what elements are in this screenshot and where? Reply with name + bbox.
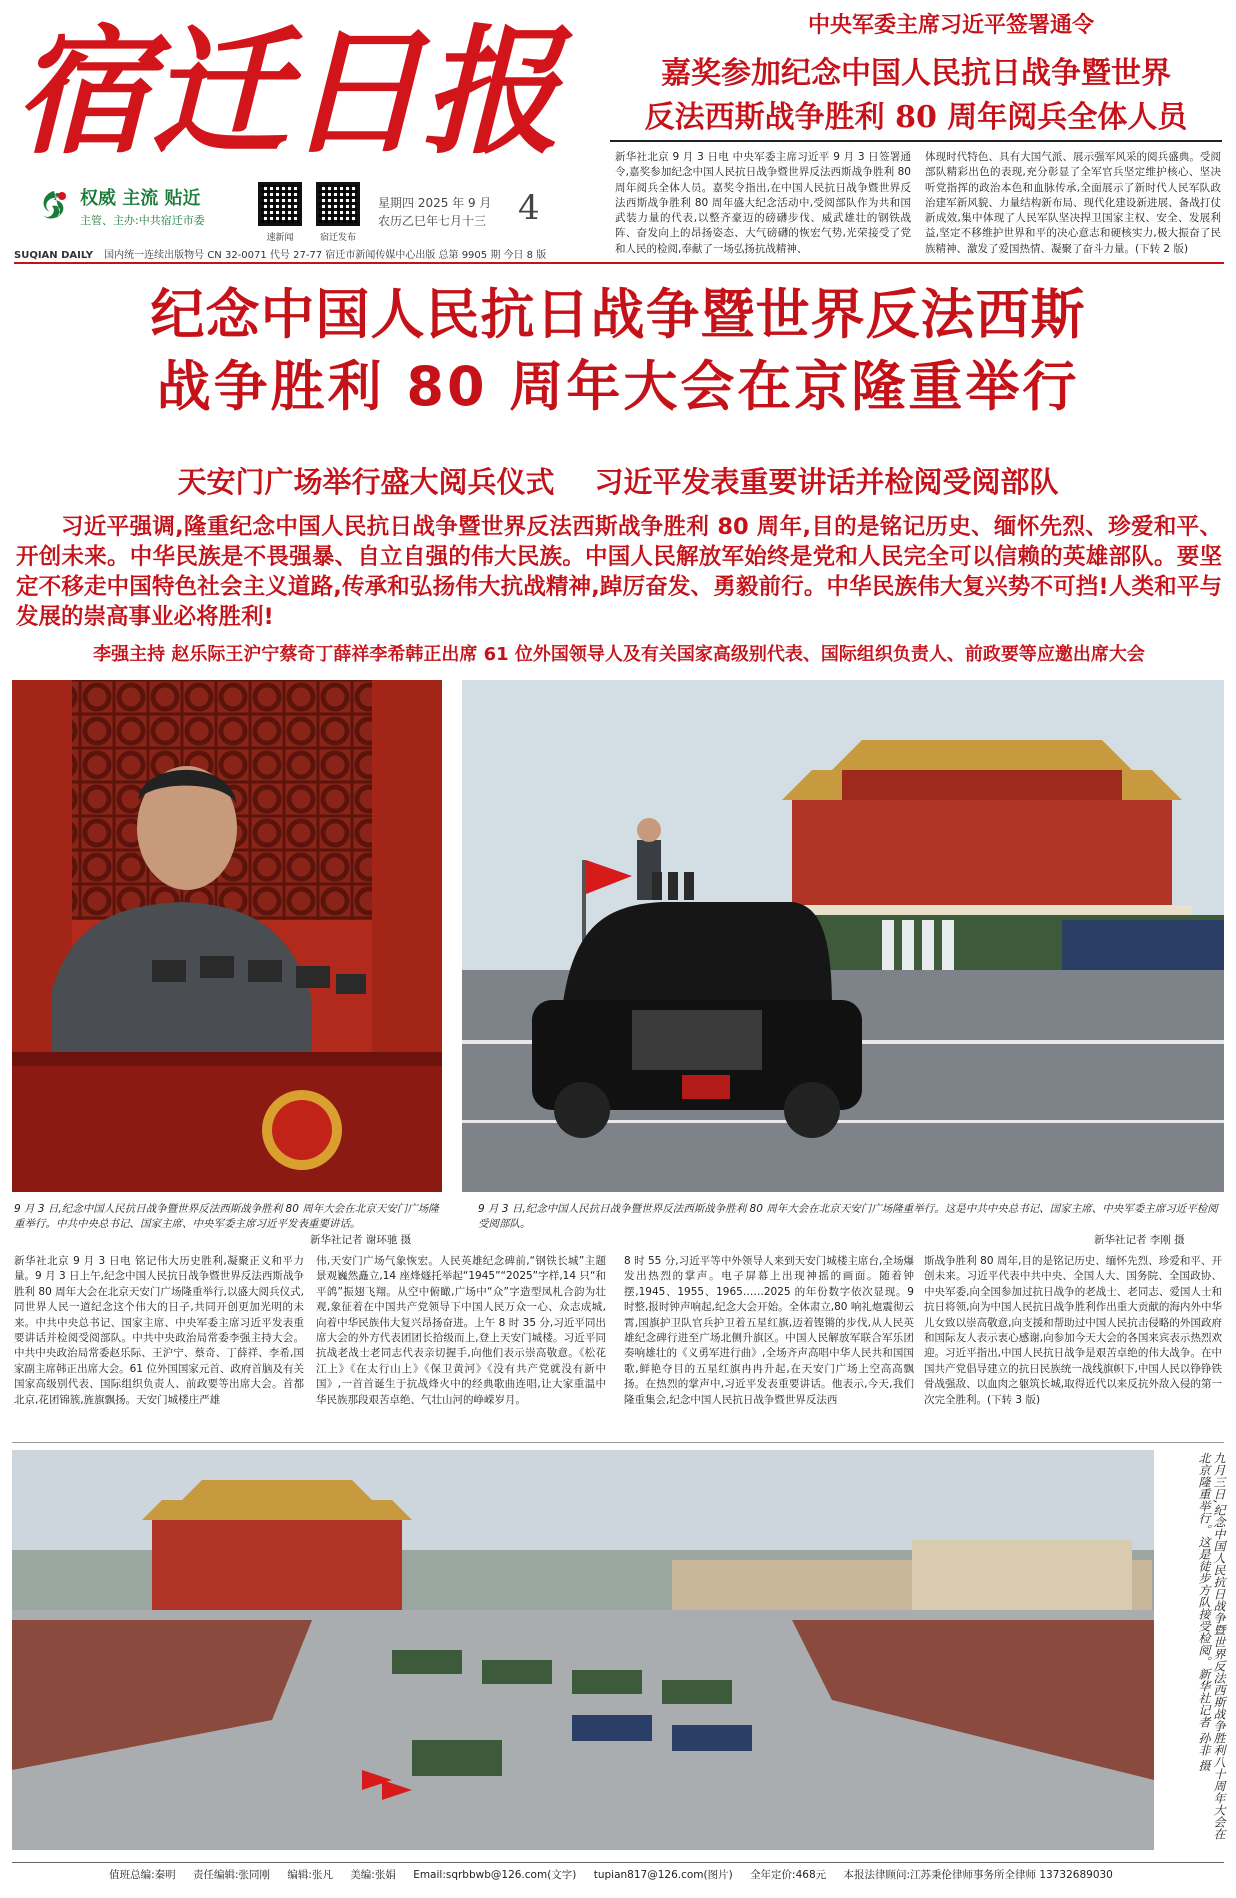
slogan-block: [36, 182, 246, 234]
footer-item: 全年定价:468元: [750, 1869, 827, 1881]
publication-info: 国内统一连续出版物号 CN 32-0071 代号 27-77 宿迁市新闻传媒中心出版 总第 9905 期 今日 8 版: [104, 250, 547, 261]
page-number: 4: [518, 188, 540, 228]
footer-item: Email:sqrbbwb@126.com(文字): [413, 1869, 577, 1881]
footer-item: 本报法律顾问:江苏秉伦律师事务所全律师 13732689030: [843, 1869, 1113, 1881]
photo-caption-vertical: 九月三日,纪念中国人民抗日战争暨世界反法西斯战争胜利八十周年大会在北京隆重举行。这是徒步方队接受检阅。新华社记者 孙非 摄: [1197, 1452, 1226, 1840]
photo-parade-square: [12, 1450, 1154, 1850]
parade-photo-illustration: [12, 1450, 1154, 1850]
footer-item: tupian817@126.com(图片): [593, 1869, 733, 1881]
article-body: 新华社北京 9 月 3 日电 铭记伟大历史胜利,凝聚正义和平力量。9 月 3 日上午,纪念中国人民抗日战争暨世界反法西斯战争胜利 80 周年大会在北京天安门广场隆重举行,以盛大阅兵仪式,同世界人民一道纪念这个伟大的日子,共同开创更加光明的未来。中共中央总书记、国家主席、中央军委主席习近平发表重要讲话并检阅受阅部队。中共中央政治局常委李强主持大会。中共中央政治局常委赵乐际、王沪宁、蔡奇、丁薛祥、李希,国家副主席韩正出席大会。61 位外国国家元首、政府首脑及有关国家高级别代表、国际组织负责人、前政要等出席大会。首都北京,花团锦簇,旌旗飘扬。天安门城楼庄严雄: [14, 1255, 304, 1406]
speaker-photo-illustration: [12, 680, 442, 1192]
footer-item: 编辑:张凡: [287, 1869, 333, 1881]
qr-code-icon: [258, 182, 302, 226]
divider: [12, 1442, 1224, 1443]
qr-caption: 速新闻: [266, 233, 294, 243]
article-body: 伟,天安门广场气象恢宏。人民英雄纪念碑前,“钢铁长城”主题景观巍然矗立,14 座烽燧托举起“1945”“2025”字样,14 只“和平鸽”振翅飞翔。从空中俯瞰,广场中“众”字造型凤札合韵为壮观,象征着在中国共产党领导下中国人民万众一心、众志成城,向着中华民族伟大复兴昂扬奋进。上午 8 时 35 分,习近平同出席大会的外方代表团团长拾级而上,登上天安门城楼。习近平同抗战老战士老同志代表亲切握手,向他们表示崇高敬意。《松花江上》《在太行山上》《保卫黄河》《没有共产党就没有新中国》,一首首诞生于抗战烽火中的经典歌曲连唱,让大家重温中华民族那段艰苦卓绝、气壮山河的峥嵘岁月。: [316, 1255, 606, 1406]
footer-item: 值班总编:秦明: [109, 1869, 176, 1881]
divider: [610, 140, 1222, 142]
top-story-body: 体现时代特色、具有大国气派、展示强军风采的阅兵盛典。受阅部队精彩出色的表现,充分彰显了全军官兵坚定维护核心、坚决听党指挥的政治本色和血脉传承,全面展示了新时代人民军队政治建军新风貌、力量结构新布局、现代化建设新进展、备战打仗新成效,集中体现了人民军队坚决捍卫国家主权、安全、发展利益,坚定不移维护世界和平的决心意志和硬核实力,极大振奋了民族精神、激发了爱国热情、凝聚了奋斗力量。(下转 2 版): [925, 151, 1221, 255]
slogan: 权威 主流 贴近: [80, 188, 201, 209]
article-body: 斯战争胜利 80 周年,目的是铭记历史、缅怀先烈、珍爱和平、开创未来。习近平代表中共中央、全国人大、国务院、全国政协、中央军委,向全国参加过抗日战争的老战士、老同志、爱国人士和抗日将领,向为中国人民抗日战争胜利作出重大贡献的海内外中华儿女致以崇高敬意,向支援和帮助过中国人民抗击侵略的外国政府和国际友人表示衷心感谢,向参加今天大会的各国来宾表示热烈欢迎。习近平指出,中国人民抗日战争是艰苦卓绝的伟大战争。在中国共产党倡导建立的抗日民族统一战线旗帜下,中国人民以铮铮铁骨战强敌、以血肉之躯筑长城,取得近代以来反抗外敌入侵的第一次完全胜利。(下转 3 版): [924, 1255, 1222, 1406]
photo-credit: 新华社记者 李刚 摄: [1094, 1234, 1185, 1246]
newspaper-logo: 宿迁日报: [14, 10, 559, 173]
main-lead: 习近平强调,隆重纪念中国人民抗日战争暨世界反法西斯战争胜利 80 周年,目的是铭记历史、缅怀先烈、珍爱和平、开创未来。中华民族是不畏强暴、自立自强的伟大民族。中国人民解放军始终是党和人民完全可以信赖的英雄部队。要坚定不移走中国特色社会主义道路,传承和弘扬伟大抗战精神,踔厉奋发、勇毅前行。中华民族伟大复兴势不可挡!人类和平与发展的崇高事业必将胜利!: [16, 514, 1222, 630]
english-title: SUQIAN DAILY: [14, 250, 93, 261]
attendees-line: 李强主持 赵乐际王沪宁蔡奇丁薛祥李希韩正出席 61 位外国领导人及有关国家高级别代表、国际组织负责人、前政要等应邀出席大会: [93, 644, 1145, 665]
lunar-date: 农历乙巳年七月十三: [378, 214, 487, 228]
main-subheadline: 天安门广场举行盛大阅兵仪式 习近平发表重要讲话并检阅受阅部队: [177, 465, 1059, 499]
top-story-body: 新华社北京 9 月 3 日电 中央军委主席习近平 9 月 3 日签署通令,嘉奖参加纪念中国人民抗日战争暨世界反法西斯战争胜利 80 周年阅兵全体人员。嘉奖令指出,在中国人民抗日战争暨世界反法西斯战争胜利 80 周年盛大纪念活动中,受阅部队作为共和国武装力量的代表,以整齐豪迈的磅礴步伐、威武雄壮的钢铁战阵、奋发向上的昂扬姿态、大气磅礴的恢宏气势,光荣接受了党和人民的检阅,奉献了一场弘扬抗战精神、: [615, 151, 911, 255]
photo-caption: 9 月 3 日,纪念中国人民抗日战争暨世界反法西斯战争胜利 80 周年大会在北京天安门广场隆重举行。这是中共中央总书记、国家主席、中央军委主席习近平检阅受阅部队。: [478, 1203, 1218, 1230]
issue-date: 星期四 2025 年 9 月: [378, 196, 492, 210]
top-story-kicker: 中央军委主席习近平签署通令: [807, 13, 1094, 38]
article-body: 8 时 55 分,习近平等中外领导人来到天安门城楼主席台,全场爆发出热烈的掌声。电子屏幕上出现神摇的画面。随着钟摆,1945、1955、1965……2025 的年份数字依次显现。9 时整,报时钟声响起,纪念大会开始。全体肃立,80 响礼炮震彻云霄,国旗护卫队官兵护卫着五星红旗,迈着铿锵的步伐,从人民英雄纪念碑行进至广场北侧升旗区。中国人民解放军联合军乐团奏响雄壮的《义勇军进行曲》,全场齐声高唱中华人民共和国国歌,鲜艳夺目的五星红旗冉冉升起,在天安门广场上空高高飘扬。在热烈的掌声中,习近平发表重要讲话。他表示,今天,我们隆重集会,纪念中国人民抗日战争暨世界反法西: [624, 1255, 914, 1406]
qr-code-icon: [316, 182, 360, 226]
footer-item: 美编:张娟: [350, 1869, 396, 1881]
photo-credit: 新华社记者 谢环驰 摄: [310, 1234, 412, 1246]
footer-item: 责任编辑:张同刚: [193, 1869, 271, 1881]
main-headline: 纪念中国人民抗日战争暨世界反法西斯: [150, 283, 1086, 346]
sponsor: 主管、主办:中共宿迁市委: [80, 214, 205, 227]
top-story-headline: 反法西斯战争胜利 80 周年阅兵全体人员: [644, 100, 1188, 135]
editorial-footer: [12, 1862, 1224, 1888]
photo-caption: 9 月 3 日,纪念中国人民抗日战争暨世界反法西斯战争胜利 80 周年大会在北京天安门广场隆重举行。中共中央总书记、国家主席、中央军委主席习近平发表重要讲话。: [14, 1203, 439, 1230]
photo-inspection: [462, 680, 1224, 1192]
main-headline: 战争胜利 80 周年大会在京隆重举行: [156, 355, 1080, 418]
top-story-headline: 嘉奖参加纪念中国人民抗日战争暨世界: [661, 56, 1171, 91]
qr-caption: 宿迁发布: [319, 233, 356, 243]
inspection-photo-illustration: [462, 680, 1224, 1192]
photo-speaker: [12, 680, 442, 1192]
swirl-logo-icon: [36, 188, 72, 224]
